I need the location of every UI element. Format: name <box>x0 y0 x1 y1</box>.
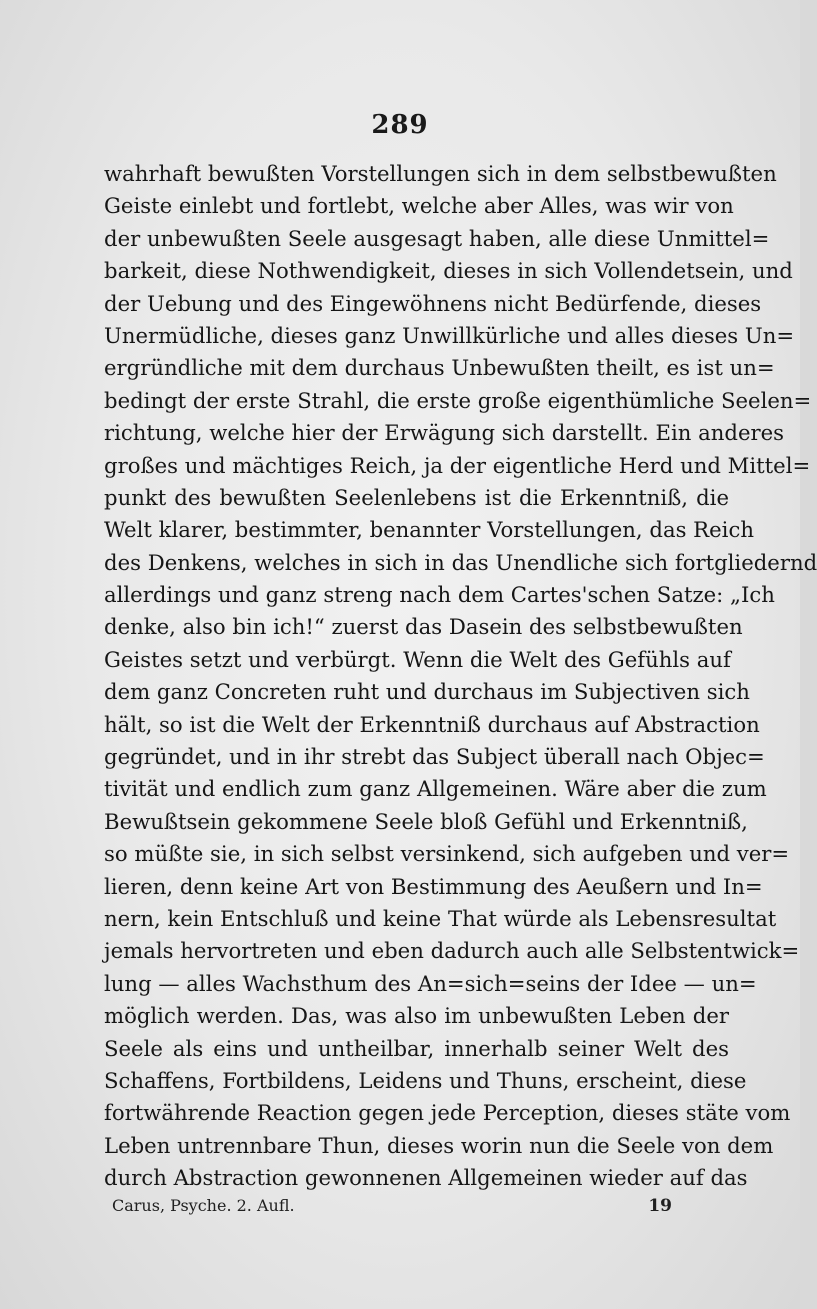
text-line: richtung, welche hier der Erwägung sich darstellt. Ein anderes <box>104 420 785 446</box>
text-line: punkt des bewußten Seelenlebens ist die Erkenntniß, die <box>104 484 729 510</box>
text-line: dem ganz Concreten ruht und durchaus im Subjectiven sich <box>104 679 750 705</box>
signature-mark: Carus, Psyche. 2. Aufl. <box>112 1196 295 1215</box>
text-line: Geistes setzt und verbürgt. Wenn die Welt des Gefühls auf <box>104 646 731 672</box>
page-footer <box>112 1196 672 1226</box>
text-line: wahrhaft bewußten Vorstellungen sich in dem selbstbewußten <box>104 161 777 186</box>
text-line: Leben untrennbare Thun, dieses worin nun die Seele von dem <box>104 1132 774 1158</box>
text-line: hält, so ist die Welt der Erkenntniß durchaus auf Abstraction <box>104 711 760 737</box>
text-line: lieren, denn keine Art von Bestimmung des Aeußern und In= <box>104 873 763 899</box>
text-line: Bewußtsein gekommene Seele bloß Gefühl und Erkenntniß, <box>104 808 748 834</box>
text-line: tivität und endlich zum ganz Allgemeinen. Wäre aber die zum <box>104 776 767 802</box>
text-line: Welt klarer, bestimmter, benannter Vorstellungen, das Reich <box>104 517 754 543</box>
text-line: der unbewußten Seele ausgesagt haben, alle diese Unmittel= <box>104 225 770 251</box>
text-line: Unermüdliche, dieses ganz Unwillkürliche und alles dieses Un= <box>104 322 795 348</box>
text-line: gegründet, und in ihr strebt das Subject überall nach Objec= <box>104 744 765 770</box>
text-line: des Denkens, welches in sich in das Unendliche sich fortgliedernd <box>104 549 817 575</box>
text-line: bedingt der erste Strahl, die erste große eigenthümliche Seelen= <box>104 387 812 413</box>
text-line: möglich werden. Das, was also im unbewußten Leben der <box>104 1003 729 1029</box>
text-line: so müßte sie, in sich selbst versinkend, sich aufgeben und ver= <box>104 841 790 867</box>
text-line: denke, also bin ich!“ zuerst das Dasein des selbstbewußten <box>104 614 743 640</box>
text-line: Geiste einlebt und fortlebt, welche aber Alles, was wir von <box>104 193 734 219</box>
text-line: Schaffens, Fortbildens, Leidens und Thuns, erscheint, diese <box>104 1067 747 1093</box>
text-line: der Uebung und des Eingewöhnens nicht Bedürfende, dieses <box>104 290 762 316</box>
body-text <box>104 158 817 1195</box>
text-line: fortwährende Reaction gegen jede Perception, dieses stäte vom <box>104 1100 791 1126</box>
text-line: allerdings und ganz streng nach dem Cartes'schen Satze: „Ich <box>104 582 775 608</box>
text-line: lung — alles Wachsthum des An=sich=seins der Idee — un= <box>104 970 757 996</box>
text-line: großes und mächtiges Reich, ja der eigentliche Herd und Mittel= <box>104 452 811 478</box>
text-line: ergründliche mit dem durchaus Unbewußten theilt, es ist un= <box>104 355 775 381</box>
text-line: nern, kein Entschluß und keine That würde als Lebensresultat <box>104 905 777 931</box>
page-number: 289 <box>371 110 429 140</box>
sheet-number: 19 <box>648 1196 672 1216</box>
text-line: jemals hervortreten und eben dadurch auch alle Selbstentwick= <box>104 938 800 964</box>
text-line: Seele als eins und untheilbar, innerhalb seiner Welt des <box>104 1035 729 1061</box>
text-line: barkeit, diese Nothwendigkeit, dieses in sich Vollendetsein, und <box>104 258 793 284</box>
text-line: durch Abstraction gewonnenen Allgemeinen wieder auf das <box>104 1165 748 1191</box>
